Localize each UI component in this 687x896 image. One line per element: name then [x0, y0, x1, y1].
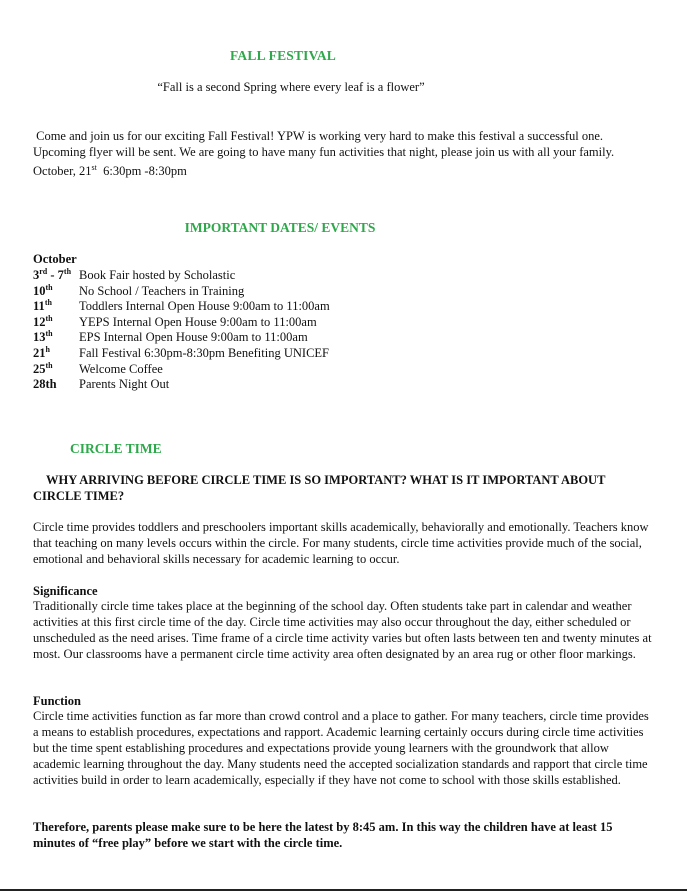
event-day-superscript: th	[45, 282, 53, 292]
event-date	[33, 284, 79, 299]
significance-heading: Significance	[33, 584, 98, 598]
event-row	[33, 377, 169, 393]
event-date	[33, 362, 79, 377]
event-day: 25	[33, 361, 46, 376]
event-day: 21	[33, 346, 46, 360]
month-label: October	[33, 252, 77, 266]
event-day: 12	[33, 314, 46, 329]
significance-paragraph: Traditionally circle time takes place at the beginning of the school day. Often students take part in calendar and weather activities at this first circle time of the day. Circle time activities may also occur throughout the day, either scheduled or unscheduled as the need arises. Time frame of a circle time activity varies but often lasts between ten and twenty minutes at most. Our classrooms have a permanent circle time activity area often designated by an area rug or other floor markings.	[33, 599, 652, 661]
event-day-superscript: th	[63, 267, 72, 276]
function-paragraph: Circle time activities function as far more than crowd control and a place to gather. For many teachers, circle time provides a means to establish procedures, expectations and rapport. Academic learning certainly occurs during circle time activities but the time spent establishing procedures and expectations provide young learners with the groundwork that allow academic learning throughout the day. Many students need the accepted socialization standards and rapport that circle time activities build in order to learn academically, especially if they have not come to school with those skills established.	[33, 709, 649, 787]
event-row	[33, 362, 163, 378]
event-description: Welcome Coffee	[79, 361, 163, 376]
event-day-superscript: rd	[39, 267, 48, 276]
event-date	[33, 346, 79, 361]
event-description: Parents Night Out	[79, 377, 170, 392]
event-date	[33, 315, 79, 330]
event-day: 13	[33, 330, 46, 345]
event-day-superscript: th	[44, 298, 52, 308]
event-day: 11	[33, 299, 45, 314]
event-day-superscript: th	[45, 360, 53, 370]
event-row	[33, 284, 244, 300]
date-superscript: st	[91, 163, 97, 172]
event-row	[33, 299, 330, 315]
important-dates-heading: IMPORTANT DATES/ EVENTS	[184, 220, 376, 235]
circle-time-heading: CIRCLE TIME	[70, 441, 162, 456]
event-row	[33, 346, 329, 362]
event-date	[33, 377, 79, 392]
event-day-superscript: h	[45, 345, 50, 354]
event-day-superscript: th	[45, 329, 53, 339]
fall-festival-time: 6:30pm -8:30pm	[103, 164, 187, 179]
page-bottom-border	[0, 889, 687, 891]
event-row	[33, 268, 235, 284]
fall-festival-heading: FALL FESTIVAL	[229, 48, 336, 63]
circle-time-intro: Circle time provides toddlers and preschoolers important skills academically, behaviorally and emotionally. Teachers know that teaching on many levels occurs within the circle. For many students, circle time activities provide much of the social, emotional and behavioral skills necessary for academic learning to occur.	[33, 520, 649, 566]
event-row	[33, 315, 317, 331]
event-date	[33, 330, 79, 345]
event-description: Book Fair hosted by Scholastic	[79, 268, 236, 282]
event-description: Toddlers Internal Open House 9:00am to 11:00am	[79, 299, 330, 314]
event-description: No School / Teachers in Training	[79, 283, 245, 298]
fall-quote: “Fall is a second Spring where every leaf is a flower”	[157, 80, 425, 94]
event-day: 10	[33, 283, 46, 298]
event-description: Fall Festival 6:30pm-8:30pm Benefiting UNICEF	[79, 346, 329, 360]
event-description: EPS Internal Open House 9:00am to 11:00am	[79, 330, 308, 345]
event-day-superscript: th	[45, 313, 53, 323]
event-day-range-end: - 7	[47, 268, 64, 282]
circle-time-question: WHY ARRIVING BEFORE CIRCLE TIME IS SO IMPORTANT? WHAT IS IT IMPORTANT ABOUT CIRCLE TIME?	[33, 473, 606, 503]
fall-festival-paragraph	[33, 128, 653, 179]
closing-note: Therefore, parents please make sure to be here the latest by 8:45 am. In this way the children have at least 15 minutes of “free play” before we start with the circle time.	[33, 820, 613, 850]
event-description: YEPS Internal Open House 9:00am to 11:00am	[79, 314, 317, 329]
function-heading: Function	[33, 694, 81, 708]
fall-festival-text: Come and join us for our exciting Fall Festival! YPW is working very hard to make this festival a successful one. Upcoming flyer will be sent. We are going to have many fun activities that night, please join us with all your family. October, 21	[33, 129, 615, 179]
event-row	[33, 330, 308, 346]
event-day: 3	[33, 268, 40, 282]
event-date	[33, 299, 79, 314]
event-date	[33, 268, 79, 283]
event-day: 28th	[33, 377, 57, 392]
